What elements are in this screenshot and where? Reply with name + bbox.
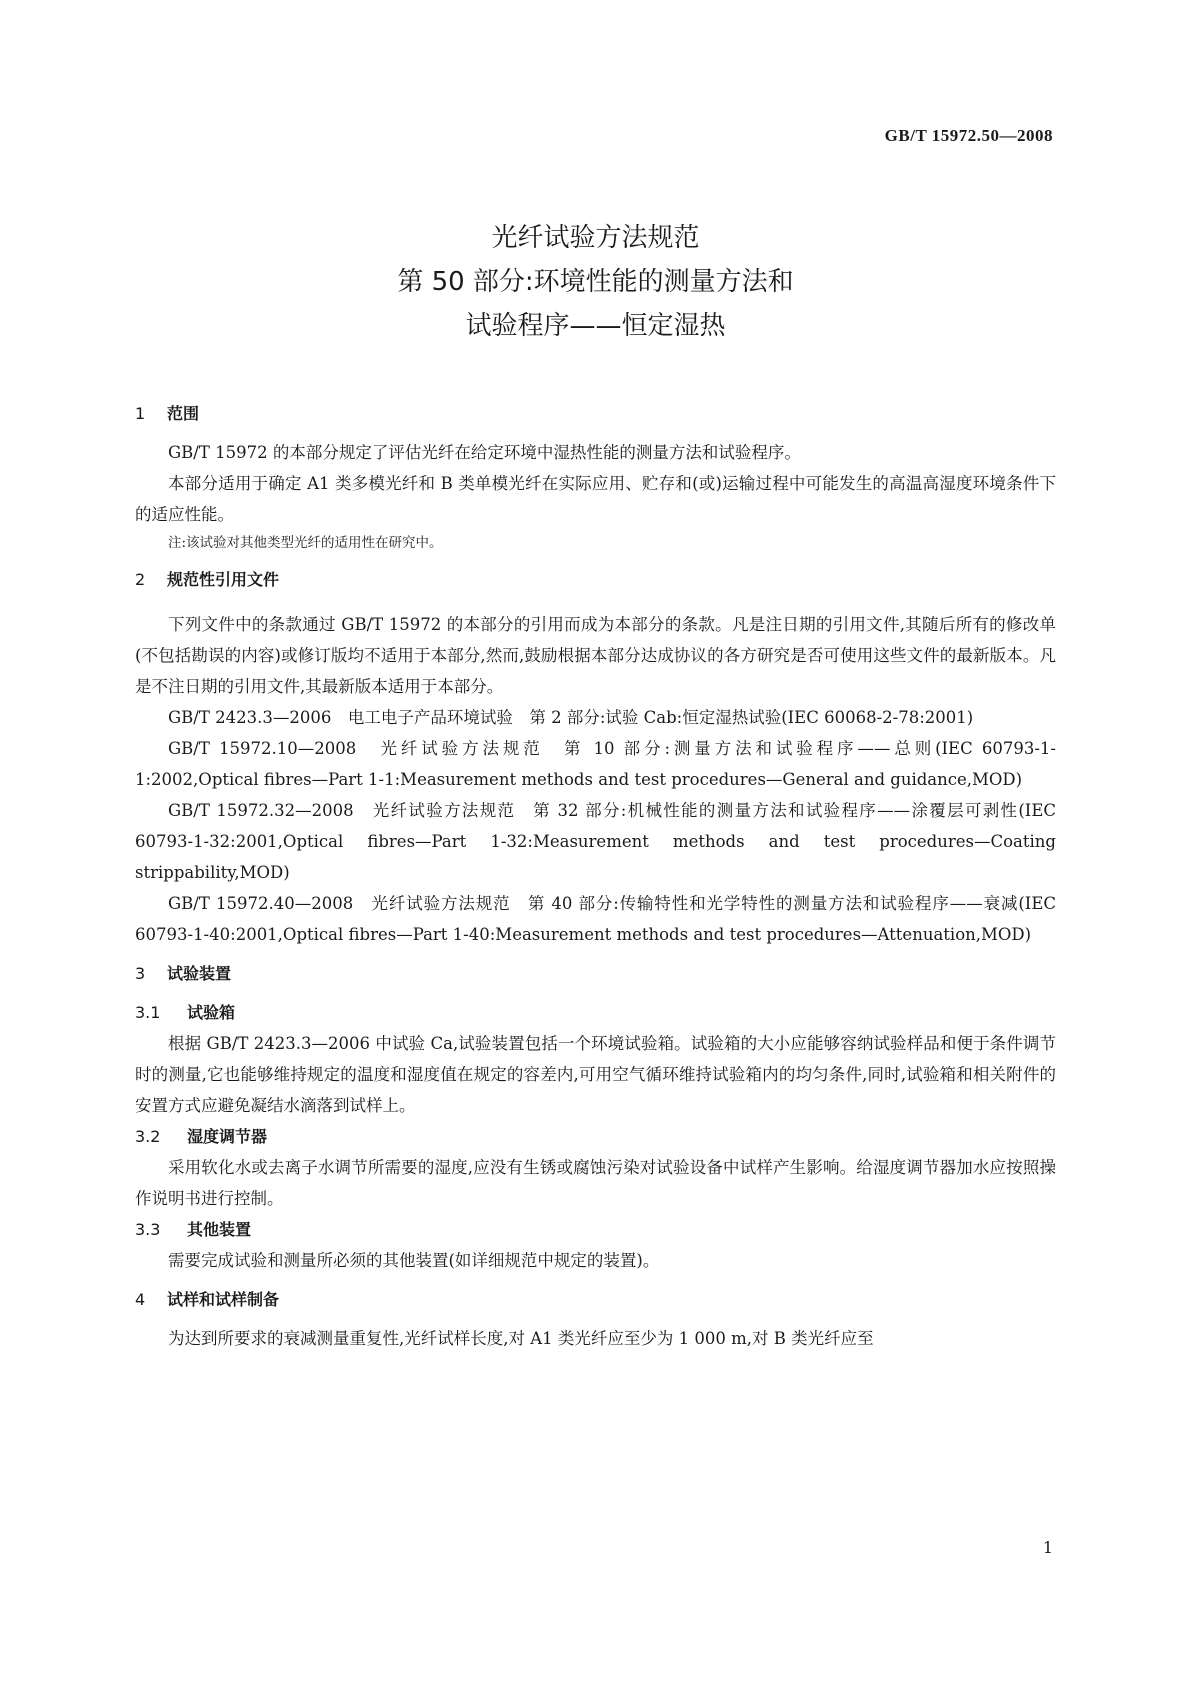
title-line-1: 光纤试验方法规范 — [491, 223, 700, 253]
title-line-2: 第 50 部分:环境性能的测量方法和 — [397, 267, 794, 297]
section-heading: 1 范围 — [135, 404, 200, 423]
paragraph: 根据 GB/T 2423.3—2006 中试验 Ca,试验装置包括一个环境试验箱。试验箱的大小应能够容纳试验样品和便于条件调节时的测量,它也能够维持规定的温度和湿度值在规定的容差内,可用空气循环维持试验箱内的均匀条件,同时,试验箱和相关附件的安置方式应避免凝结水滴落到试样上。 — [135, 1034, 1056, 1115]
paragraph: 本部分适用于确定 A1 类多模光纤和 B 类单模光纤在实际应用、贮存和(或)运输过程中可能发生的高温高湿度环境条件下的适应性能。 — [135, 474, 1056, 524]
page-number: 1 — [1042, 1538, 1053, 1557]
reference-item: GB/T 15972.40—2008 光纤试验方法规范 第 40 部分:传输特性和光学特性的测量方法和试验程序——衰减(IEC 60793-1-40:2001,Optical fibres—Part 1-40:Measurement methods and test procedures—Attenuation,MOD) — [135, 894, 1056, 944]
document-body — [135, 398, 1056, 1354]
paragraph: 采用软化水或去离子水调节所需要的湿度,应没有生锈或腐蚀污染对试验设备中试样产生影响。给湿度调节器加水应按照操作说明书进行控制。 — [135, 1158, 1056, 1208]
title-line-3: 试验程序——恒定湿热 — [465, 311, 726, 341]
reference-item: GB/T 15972.10—2008 光纤试验方法规范 第 10 部分:测量方法和试验程序——总则(IEC 60793-1-1:2002,Optical fibres—Part 1-1:Measurement methods and test procedures—General and guidance,MOD) — [135, 739, 1056, 789]
section-heading: 3 试验装置 — [135, 964, 232, 983]
document-title — [0, 216, 1191, 348]
reference-item: GB/T 15972.32—2008 光纤试验方法规范 第 32 部分:机械性能的测量方法和试验程序——涂覆层可剥性(IEC 60793-1-32:2001,Optical fibres—Part 1-32:Measurement methods and test procedures—Coating strippability,MOD) — [135, 801, 1056, 882]
paragraph: 下列文件中的条款通过 GB/T 15972 的本部分的引用而成为本部分的条款。凡是注日期的引用文件,其随后所有的修改单(不包括勘误的内容)或修订版均不适用于本部分,然而,鼓励根据本部分达成协议的各方研究是否可使用这些文件的最新版本。凡是不注日期的引用文件,其最新版本适用于本部分。 — [135, 615, 1056, 696]
subsection-heading: 3.3 其他装置 — [135, 1220, 252, 1239]
paragraph: 需要完成试验和测量所必须的其他装置(如详细规范中规定的装置)。 — [168, 1251, 660, 1270]
standard-code: GB/T 15972.50—2008 — [884, 126, 1053, 145]
reference-item: GB/T 2423.3—2006 电工电子产品环境试验 第 2 部分:试验 Cab:恒定湿热试验(IEC 60068-2-78:2001) — [168, 708, 974, 727]
note: 注:该试验对其他类型光纤的适用性在研究中。 — [168, 535, 443, 551]
paragraph: GB/T 15972 的本部分规定了评估光纤在给定环境中湿热性能的测量方法和试验程序。 — [168, 443, 801, 462]
paragraph: 为达到所要求的衰减测量重复性,光纤试样长度,对 A1 类光纤应至少为 1 000 m,对 B 类光纤应至 — [168, 1329, 874, 1348]
section-heading: 2 规范性引用文件 — [135, 570, 280, 589]
subsection-heading: 3.2 湿度调节器 — [135, 1127, 268, 1146]
section-heading: 4 试样和试样制备 — [135, 1290, 280, 1309]
subsection-heading: 3.1 试验箱 — [135, 1003, 236, 1022]
